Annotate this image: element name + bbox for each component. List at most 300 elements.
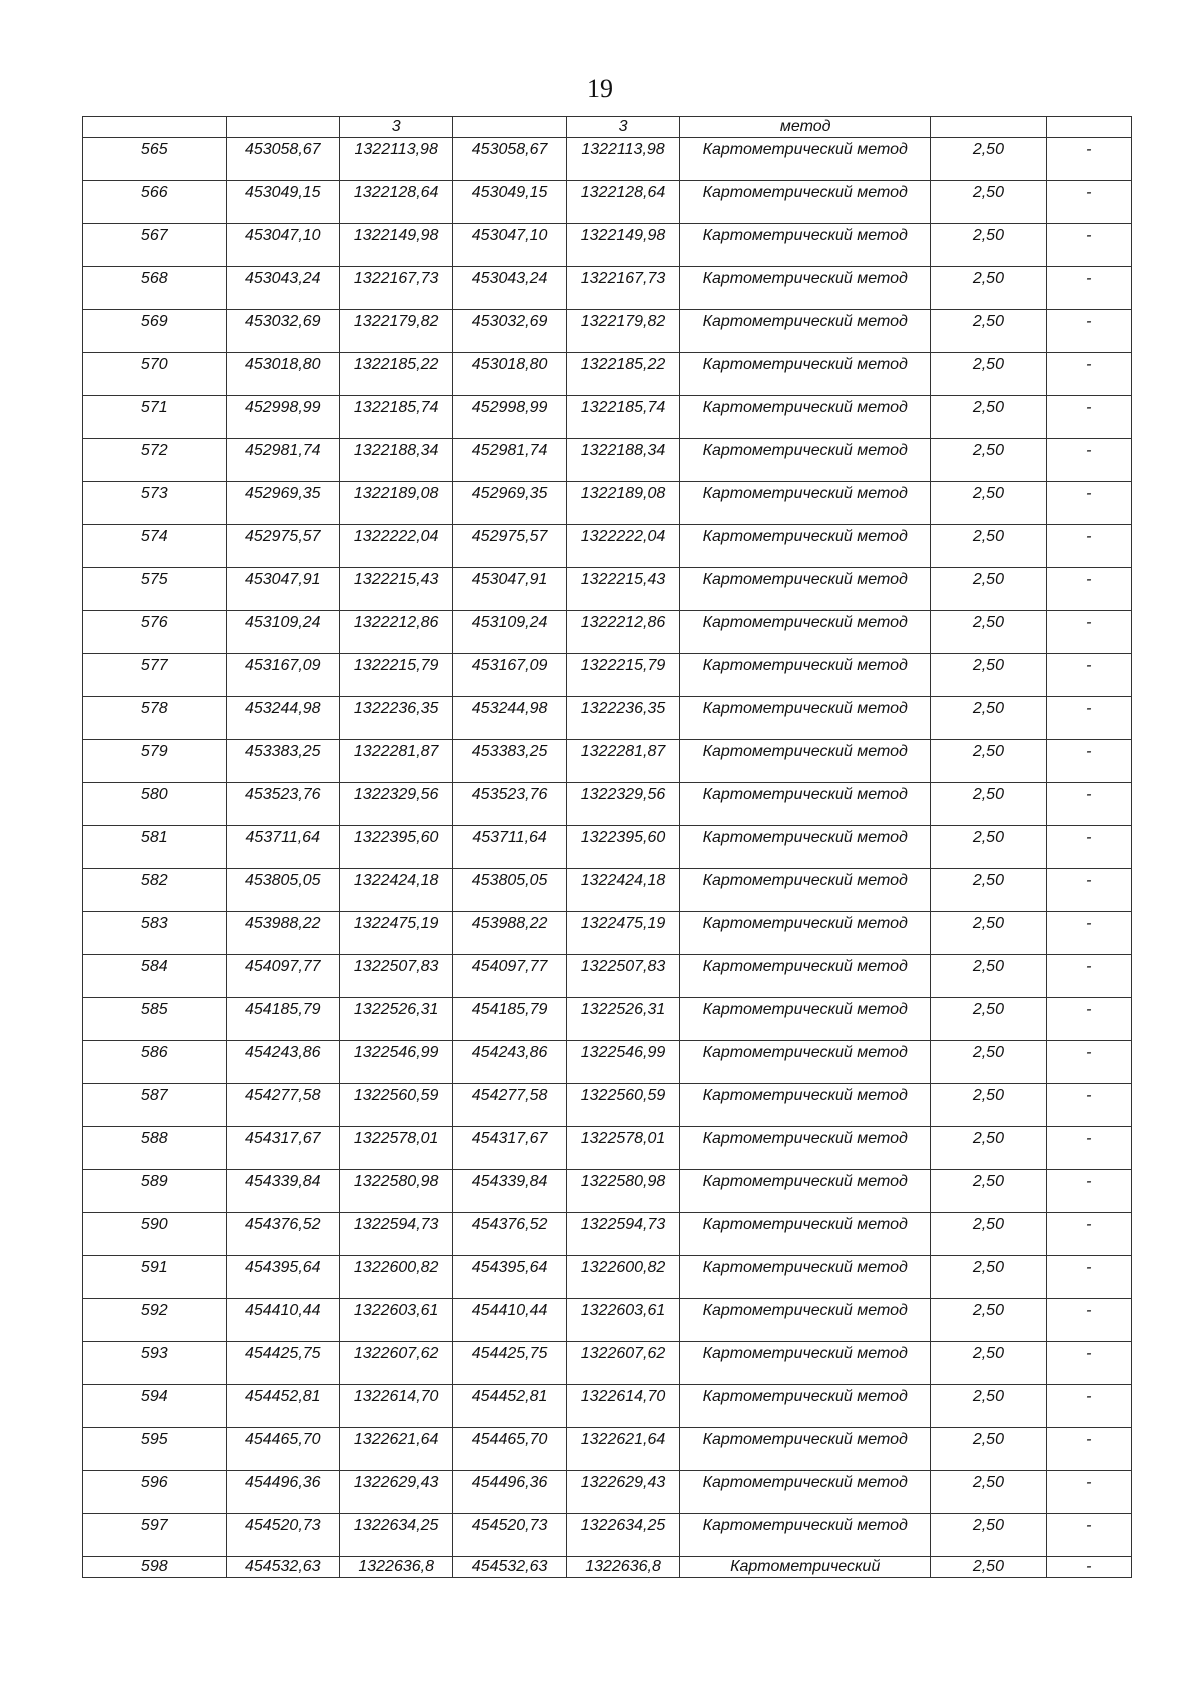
accuracy-cell: 2,50 [931,783,1046,826]
table-row [83,1428,1132,1471]
accuracy-cell: 2,50 [931,396,1046,439]
y1-cell [339,955,452,998]
accuracy-cell: 2,50 [931,267,1046,310]
x2-cell: 454277,58 [453,1084,566,1127]
y1-cell-value: 1322603,61 [353,1302,439,1319]
table-row [83,1084,1132,1127]
point-number-cell: 577 [83,654,227,697]
x2-cell: 454532,63 [453,1557,566,1578]
x2-cell: 454465,70 [453,1428,566,1471]
y2-cell-value: 1322634,25 [580,1517,666,1534]
point-number-cell: 586 [83,1041,227,1084]
y1-cell [339,1170,452,1213]
y2-cell [566,1041,679,1084]
y2-cell-value: 1322607,62 [580,1345,666,1362]
x2-cell: 453523,76 [453,783,566,826]
y1-cell-value: 1322634,25 [353,1517,439,1534]
method-cell: Картометрический метод [680,1428,931,1471]
x2-cell: 453711,64 [453,826,566,869]
x2-cell: 453018,80 [453,353,566,396]
point-number-cell: 592 [83,1299,227,1342]
accuracy-cell: 2,50 [931,955,1046,998]
table-row [83,1514,1132,1557]
y1-cell [339,267,452,310]
y1-cell [339,611,452,654]
y2-cell [566,1299,679,1342]
x1-cell: 453109,24 [226,611,339,654]
x1-cell: 454185,79 [226,998,339,1041]
x2-cell: 454317,67 [453,1127,566,1170]
method-cell: Картометрический метод [680,611,931,654]
x1-cell: 452998,99 [226,396,339,439]
table-row [83,568,1132,611]
accuracy-cell: 2,50 [931,654,1046,697]
page-number: 19 [587,74,613,103]
y1-cell [339,1256,452,1299]
table-row [83,224,1132,267]
carryover-y2-tail: 3 [566,117,679,138]
x2-cell: 454520,73 [453,1514,566,1557]
x2-cell: 454243,86 [453,1041,566,1084]
y2-cell-value: 1322179,82 [580,313,666,330]
point-number-cell: 583 [83,912,227,955]
y1-cell-value: 1322189,08 [353,485,439,502]
x1-cell: 453711,64 [226,826,339,869]
other-cell: - [1046,224,1131,267]
other-cell: - [1046,310,1131,353]
y1-cell [339,912,452,955]
x1-cell: 452981,74 [226,439,339,482]
accuracy-cell: 2,50 [931,912,1046,955]
y2-cell [566,1213,679,1256]
method-cell: Картометрический метод [680,912,931,955]
point-number-cell: 566 [83,181,227,224]
point-number-cell: 572 [83,439,227,482]
y2-cell [566,1471,679,1514]
y1-cell [339,697,452,740]
y1-cell-value: 1322600,82 [353,1259,439,1276]
point-number-cell: 576 [83,611,227,654]
x2-cell: 454395,64 [453,1256,566,1299]
y1-cell-value: 1322629,43 [353,1474,439,1491]
x1-cell: 454395,64 [226,1256,339,1299]
y1-cell-value: 1322580,98 [353,1173,439,1190]
y2-cell [566,869,679,912]
x2-cell: 454185,79 [453,998,566,1041]
y2-cell [566,267,679,310]
y1-cell [339,998,452,1041]
y1-cell-value: 1322607,62 [353,1345,439,1362]
y1-cell [339,439,452,482]
x1-cell: 453988,22 [226,912,339,955]
point-number-cell: 590 [83,1213,227,1256]
method-cell: Картометрический метод [680,783,931,826]
point-number-cell: 594 [83,1385,227,1428]
x2-cell: 452981,74 [453,439,566,482]
carryover-x2-cell [453,117,566,138]
other-cell: - [1046,912,1131,955]
y1-cell-value: 1322614,70 [353,1388,439,1405]
x1-cell: 454339,84 [226,1170,339,1213]
x1-cell: 454520,73 [226,1514,339,1557]
accuracy-cell: 2,50 [931,611,1046,654]
x1-cell: 454496,36 [226,1471,339,1514]
carryover-other-cell [1046,117,1131,138]
y1-cell [339,181,452,224]
y2-cell-value: 1322603,61 [580,1302,666,1319]
method-cell: Картометрический метод [680,654,931,697]
other-cell: - [1046,1342,1131,1385]
x1-cell: 453032,69 [226,310,339,353]
table-row [83,654,1132,697]
y2-cell [566,1385,679,1428]
y1-cell-value: 1322329,56 [353,786,439,803]
point-number-cell: 567 [83,224,227,267]
other-cell: - [1046,568,1131,611]
y2-cell [566,1342,679,1385]
method-cell: Картометрический метод [680,1256,931,1299]
y1-cell-value: 1322149,98 [353,227,439,244]
y2-cell [566,1428,679,1471]
point-number-cell: 591 [83,1256,227,1299]
y2-cell-value: 1322281,87 [580,743,666,760]
x1-cell: 453043,24 [226,267,339,310]
carryover-point-number-cell [83,117,227,138]
method-cell: Картометрический метод [680,1084,931,1127]
accuracy-cell: 2,50 [931,1514,1046,1557]
point-number-cell: 597 [83,1514,227,1557]
y2-cell [566,1084,679,1127]
method-cell: Картометрический [680,1557,931,1578]
y2-cell-value: 1322149,98 [580,227,666,244]
other-cell: - [1046,353,1131,396]
y1-cell-value: 1322594,73 [353,1216,439,1233]
table-row [83,697,1132,740]
other-cell: - [1046,1041,1131,1084]
y2-cell [566,955,679,998]
accuracy-cell: 2,50 [931,826,1046,869]
y1-cell [339,353,452,396]
method-cell: Картометрический метод [680,181,931,224]
table-row [83,1127,1132,1170]
point-number-cell: 582 [83,869,227,912]
y1-cell: 1322636,8 [339,1557,452,1578]
point-number-cell: 565 [83,138,227,181]
point-number-cell: 569 [83,310,227,353]
y2-cell-value: 1322594,73 [580,1216,666,1233]
other-cell: - [1046,439,1131,482]
table-row [83,1299,1132,1342]
table-row [83,869,1132,912]
y2-cell-value: 1322128,64 [580,184,666,201]
table-row [83,1385,1132,1428]
table-row [83,1471,1132,1514]
x2-cell: 453058,67 [453,138,566,181]
y2-cell [566,654,679,697]
accuracy-cell: 2,50 [931,525,1046,568]
y1-cell-value: 1322560,59 [353,1087,439,1104]
method-cell: Картометрический метод [680,1385,931,1428]
y2-cell [566,740,679,783]
x1-cell: 454243,86 [226,1041,339,1084]
method-cell: Картометрический метод [680,224,931,267]
x2-cell: 454376,52 [453,1213,566,1256]
x2-cell: 454410,44 [453,1299,566,1342]
point-number-cell: 598 [83,1557,227,1578]
y1-cell-value: 1322167,73 [353,270,439,287]
y2-cell-value: 1322600,82 [580,1259,666,1276]
method-cell: Картометрический метод [680,1170,931,1213]
table-row [83,912,1132,955]
x2-cell: 453109,24 [453,611,566,654]
x1-cell: 452969,35 [226,482,339,525]
other-cell: - [1046,998,1131,1041]
x2-cell: 452998,99 [453,396,566,439]
method-cell: Картометрический метод [680,138,931,181]
other-cell: - [1046,611,1131,654]
x2-cell: 453244,98 [453,697,566,740]
method-cell: Картометрический метод [680,1299,931,1342]
y1-cell [339,396,452,439]
y1-cell [339,740,452,783]
y1-cell [339,654,452,697]
y2-cell-value: 1322236,35 [580,700,666,717]
accuracy-cell: 2,50 [931,482,1046,525]
coordinates-table [82,116,1132,1578]
accuracy-cell: 2,50 [931,439,1046,482]
y2-cell-value: 1322222,04 [580,528,666,545]
y1-cell [339,310,452,353]
x1-cell: 453047,10 [226,224,339,267]
y1-cell-value: 1322128,64 [353,184,439,201]
y2-cell [566,1514,679,1557]
y1-cell-value: 1322212,86 [353,614,439,631]
y1-cell-value: 1322179,82 [353,313,439,330]
y1-cell-value: 1322526,31 [353,1001,439,1018]
method-cell: Картометрический метод [680,310,931,353]
other-cell: - [1046,396,1131,439]
accuracy-cell: 2,50 [931,1256,1046,1299]
y2-cell-value: 1322395,60 [580,829,666,846]
y2-cell-value: 1322578,01 [580,1130,666,1147]
other-cell: - [1046,525,1131,568]
y2-cell-value: 1322215,79 [580,657,666,674]
y1-cell [339,482,452,525]
point-number-cell: 579 [83,740,227,783]
y2-cell [566,224,679,267]
y1-cell-value: 1322281,87 [353,743,439,760]
accuracy-cell: 2,50 [931,1385,1046,1428]
method-cell: Картометрический метод [680,439,931,482]
y2-cell [566,525,679,568]
other-cell: - [1046,1385,1131,1428]
other-cell: - [1046,1428,1131,1471]
point-number-cell: 570 [83,353,227,396]
table-row [83,783,1132,826]
method-cell: Картометрический метод [680,869,931,912]
point-number-cell: 593 [83,1342,227,1385]
y1-cell-value: 1322215,79 [353,657,439,674]
y2-cell-value: 1322560,59 [580,1087,666,1104]
y1-cell [339,1514,452,1557]
x2-cell: 453047,91 [453,568,566,611]
x2-cell: 453049,15 [453,181,566,224]
accuracy-cell: 2,50 [931,1127,1046,1170]
other-cell: - [1046,181,1131,224]
y1-cell-value: 1322578,01 [353,1130,439,1147]
table-row [83,955,1132,998]
y1-cell-value: 1322236,35 [353,700,439,717]
accuracy-cell: 2,50 [931,1299,1046,1342]
x1-cell: 453049,15 [226,181,339,224]
table-row [83,1213,1132,1256]
y1-cell [339,783,452,826]
table-row [83,525,1132,568]
accuracy-cell: 2,50 [931,1041,1046,1084]
y2-cell [566,998,679,1041]
table-row [83,353,1132,396]
table-row [83,1342,1132,1385]
carryover-y1-tail: 3 [339,117,452,138]
other-cell: - [1046,267,1131,310]
y1-cell [339,1041,452,1084]
other-cell: - [1046,654,1131,697]
x1-cell: 453383,25 [226,740,339,783]
x2-cell: 454496,36 [453,1471,566,1514]
y2-cell [566,697,679,740]
accuracy-cell: 2,50 [931,1213,1046,1256]
y2-cell [566,611,679,654]
y1-cell-value: 1322215,43 [353,571,439,588]
method-cell: Картометрический метод [680,1342,931,1385]
accuracy-cell: 2,50 [931,998,1046,1041]
carryover-accuracy-cell [931,117,1046,138]
y1-cell-value: 1322507,83 [353,958,439,975]
y2-cell-value: 1322546,99 [580,1044,666,1061]
y2-cell-value: 1322185,74 [580,399,666,416]
table-row [83,482,1132,525]
accuracy-cell: 2,50 [931,1557,1046,1578]
y2-cell-value: 1322189,08 [580,485,666,502]
method-cell: Картометрический метод [680,525,931,568]
method-cell: Картометрический метод [680,697,931,740]
accuracy-cell: 2,50 [931,224,1046,267]
x1-cell: 452975,57 [226,525,339,568]
y2-cell [566,912,679,955]
x1-cell: 454410,44 [226,1299,339,1342]
x1-cell: 453244,98 [226,697,339,740]
y1-cell [339,138,452,181]
y1-cell [339,869,452,912]
y1-cell [339,1213,452,1256]
table-row [83,1170,1132,1213]
table-row [83,826,1132,869]
x1-cell: 453058,67 [226,138,339,181]
x1-cell: 454376,52 [226,1213,339,1256]
x1-cell: 453523,76 [226,783,339,826]
y2-cell-value: 1322621,64 [580,1431,666,1448]
point-number-cell: 595 [83,1428,227,1471]
other-cell: - [1046,740,1131,783]
y1-cell [339,1084,452,1127]
point-number-cell: 581 [83,826,227,869]
y2-cell-value: 1322188,34 [580,442,666,459]
method-cell: Картометрический метод [680,1213,931,1256]
y1-cell-value: 1322395,60 [353,829,439,846]
y2-cell-value: 1322185,22 [580,356,666,373]
x1-cell: 453805,05 [226,869,339,912]
x1-cell: 454097,77 [226,955,339,998]
table-row [83,138,1132,181]
x1-cell: 453167,09 [226,654,339,697]
carryover-x1-cell [226,117,339,138]
x2-cell: 454339,84 [453,1170,566,1213]
x2-cell: 453167,09 [453,654,566,697]
other-cell: - [1046,697,1131,740]
x1-cell: 453018,80 [226,353,339,396]
method-cell: Картометрический метод [680,396,931,439]
point-number-cell: 587 [83,1084,227,1127]
y2-cell [566,568,679,611]
table-row [83,396,1132,439]
method-cell: Картометрический метод [680,568,931,611]
accuracy-cell: 2,50 [931,1170,1046,1213]
y2-cell [566,783,679,826]
other-cell: - [1046,1170,1131,1213]
method-cell: Картометрический метод [680,955,931,998]
other-cell: - [1046,826,1131,869]
other-cell: - [1046,1514,1131,1557]
carryover-method-tail: метод [680,117,931,138]
y2-cell-value: 1322475,19 [580,915,666,932]
other-cell: - [1046,1256,1131,1299]
y1-cell [339,1127,452,1170]
y1-cell-value: 1322185,22 [353,356,439,373]
accuracy-cell: 2,50 [931,697,1046,740]
y1-cell [339,826,452,869]
y2-cell-value: 1322212,86 [580,614,666,631]
accuracy-cell: 2,50 [931,1084,1046,1127]
y2-cell [566,353,679,396]
point-number-cell: 575 [83,568,227,611]
point-number-cell: 589 [83,1170,227,1213]
point-number-cell: 580 [83,783,227,826]
table-row [83,611,1132,654]
y2-cell [566,439,679,482]
accuracy-cell: 2,50 [931,1428,1046,1471]
y1-cell-value: 1322185,74 [353,399,439,416]
x2-cell: 453383,25 [453,740,566,783]
method-cell: Картометрический метод [680,1041,931,1084]
point-number-cell: 584 [83,955,227,998]
accuracy-cell: 2,50 [931,1471,1046,1514]
x2-cell: 453032,69 [453,310,566,353]
y2-cell [566,396,679,439]
other-cell: - [1046,955,1131,998]
method-cell: Картометрический метод [680,1471,931,1514]
table-row [83,181,1132,224]
y1-cell [339,1471,452,1514]
y2-cell-value: 1322167,73 [580,270,666,287]
accuracy-cell: 2,50 [931,181,1046,224]
y1-cell-value: 1322621,64 [353,1431,439,1448]
y2-cell [566,181,679,224]
y1-cell [339,525,452,568]
y1-cell [339,1428,452,1471]
method-cell: Картометрический метод [680,482,931,525]
y2-cell-value: 1322329,56 [580,786,666,803]
method-cell: Картометрический метод [680,267,931,310]
